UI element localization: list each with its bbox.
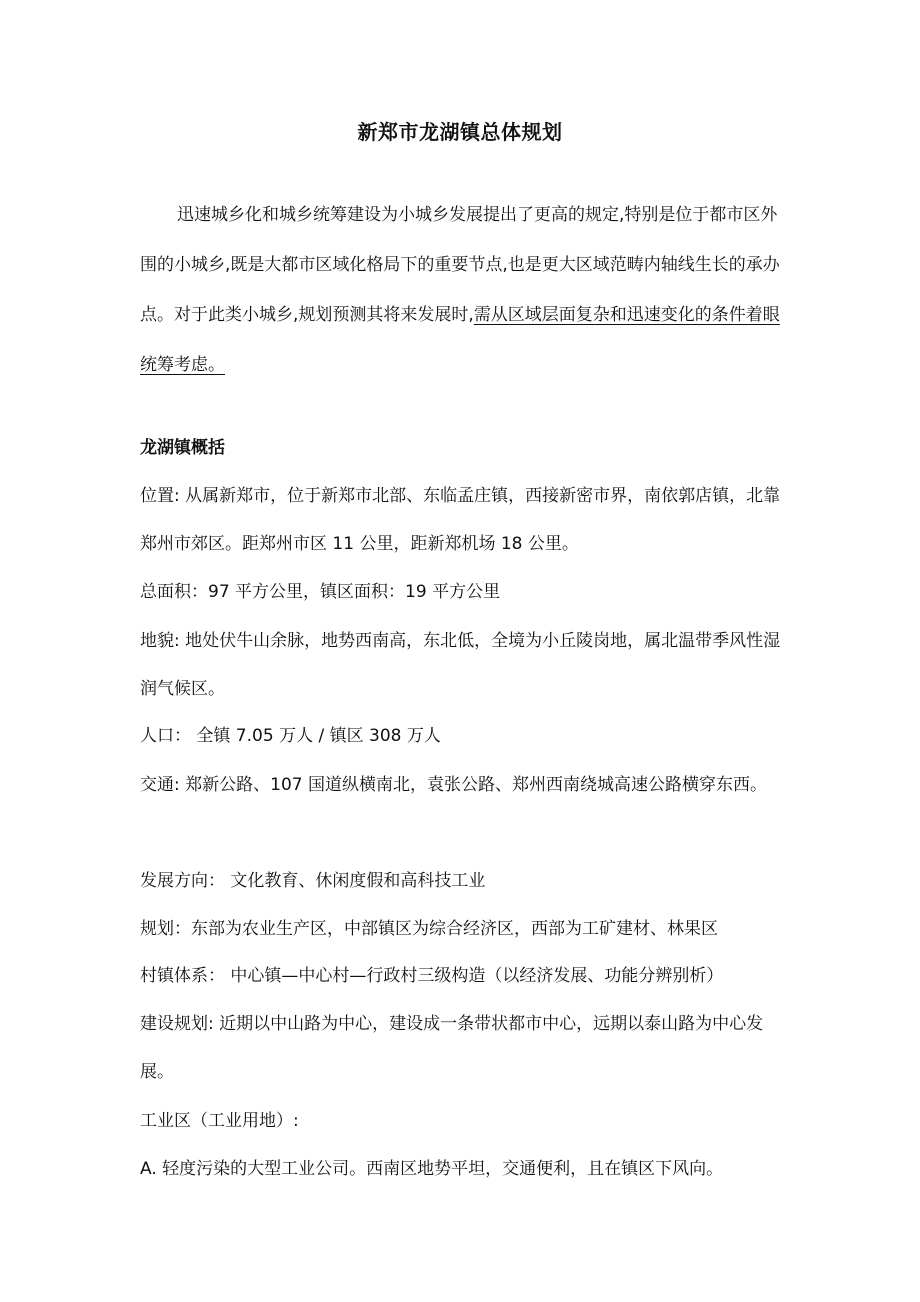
population-line: 人口： 全镇 7.05 万人 / 镇区 308 万人 [140,726,441,746]
document-title: 新郑市龙湖镇总体规划 [357,120,563,144]
construction-plan-paragraph: 建设规划: 近期以中山路为中心，建设成一条带状都市中心，远期以泰山路为中心发展。 [140,1014,764,1082]
planning-line: 规划：东部为农业生产区，中部镇区为综合经济区，西部为工矿建材、林果区 [140,919,718,939]
village-system-line: 村镇体系： 中心镇—中心村—行政村三级构造（以经济发展、功能分辨别析） [140,966,724,986]
industrial-zone-heading: 工业区（工业用地）: [140,1111,299,1131]
intro-paragraph [140,190,785,390]
location-paragraph: 位置: 从属新郑市，位于新郑市北部、东临孟庄镇，西接新密市界，南依郭店镇，北靠郑州市郊区。距郑州市区 11 公里，距新郑机场 18 公里。 [140,486,781,554]
intro-text: 迅速城乡化和城乡统筹建设为小城乡发展提出了更高的规定,特别是位于都市区外围的小城乡,既是大都市区域化格局下的重要节点,也是更大区域范畴内轴线生长的承办点。对于此类小城乡,规划预测其将来发展时, [140,205,780,325]
section-heading: 龙湖镇概括 [140,438,225,458]
industrial-item-a: A. 轻度污染的大型工业公司。西南区地势平坦，交通便利，且在镇区下风向。 [140,1159,724,1179]
traffic-paragraph: 交通: 郑新公路、107 国道纵横南北，袁张公路、郑州西南绕城高速公路横穿东西。 [140,775,767,795]
intro-underlined-text: 需从区域层面复杂和迅速变化的条件着眼统筹考虑。 [140,305,780,375]
development-direction-line: 发展方向： 文化教育、休闲度假和高科技工业 [140,871,486,891]
terrain-paragraph: 地貌: 地处伏牛山余脉，地势西南高，东北低，全境为小丘陵岗地，属北温带季风性湿润气候区。 [140,631,781,699]
area-line: 总面积：97 平方公里，镇区面积：19 平方公里 [140,582,501,602]
